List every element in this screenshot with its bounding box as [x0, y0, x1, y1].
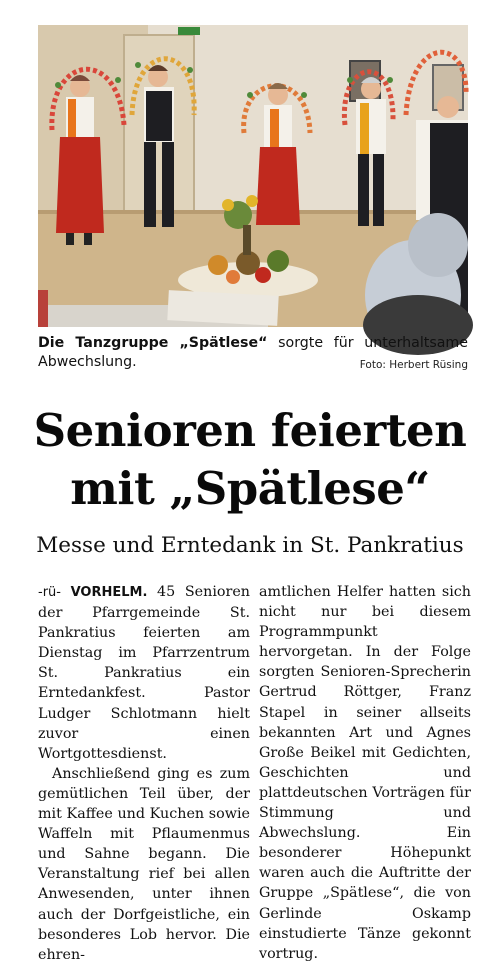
article-paragraph: Anschließend ging es zum gemütlichen Teil über, der mit Kaffee und Kuchen sowie Waffeln mit Pflaumenmus und Sahne begann. Die Veranstaltung rief bei allen Anwesenden, unter ihnen auch der Dorfgeistliche, ein besonderes Lob hervor. Die ehren-: [38, 765, 250, 963]
article-paragraph: [38, 582, 250, 764]
author-initials: -rü-: [38, 585, 61, 600]
headline: [0, 402, 500, 518]
dance-group-illustration: [38, 25, 468, 327]
subheadline: Messe und Erntedank in St. Pankratius: [36, 533, 464, 558]
article-photo: [38, 25, 468, 327]
article-column-left: [38, 582, 250, 965]
article-column-right: [259, 582, 471, 964]
photo-credit: Foto: Herbert Rüsing: [359, 359, 468, 371]
caption-rest: sorgte für unterhaltsame Abwechslung.: [38, 335, 468, 370]
headline-line-1: Senioren feierten: [33, 404, 467, 457]
headline-line-2: mit „Spätlese“: [70, 462, 430, 515]
caption-bold: Die Tanzgruppe „Spätlese“: [38, 335, 268, 351]
dateline: VORHELM.: [70, 585, 148, 600]
paragraph-text: 45 Senioren der Pfarrgemeinde St. Pankratius feierten am Dienstag im Pfarrzentrum St. Pankratius ein Erntedankfest. Pastor Ludger Schlotmann hielt zuvor einen Wortgottesdienst.: [38, 584, 251, 762]
article-paragraph: amtlichen Helfer hatten sich nicht nur bei diesem Programmpunkt hervorgetan. In der Folge sorgten Senioren-Sprecherin Gertrud Röttger, Franz Stapel in seiner allseits bekannten Art und Agnes Große Beikel mit Gedichten, Geschichten und plattdeutschen Vorträgen für Stimmung und Abwechslung. Ein besonderer Höhepunkt waren auch die Auftritte der Gruppe „Spätlese“, die von Gerlinde Oskamp einstudierte Tänze gekonnt vortrug.: [259, 584, 471, 962]
